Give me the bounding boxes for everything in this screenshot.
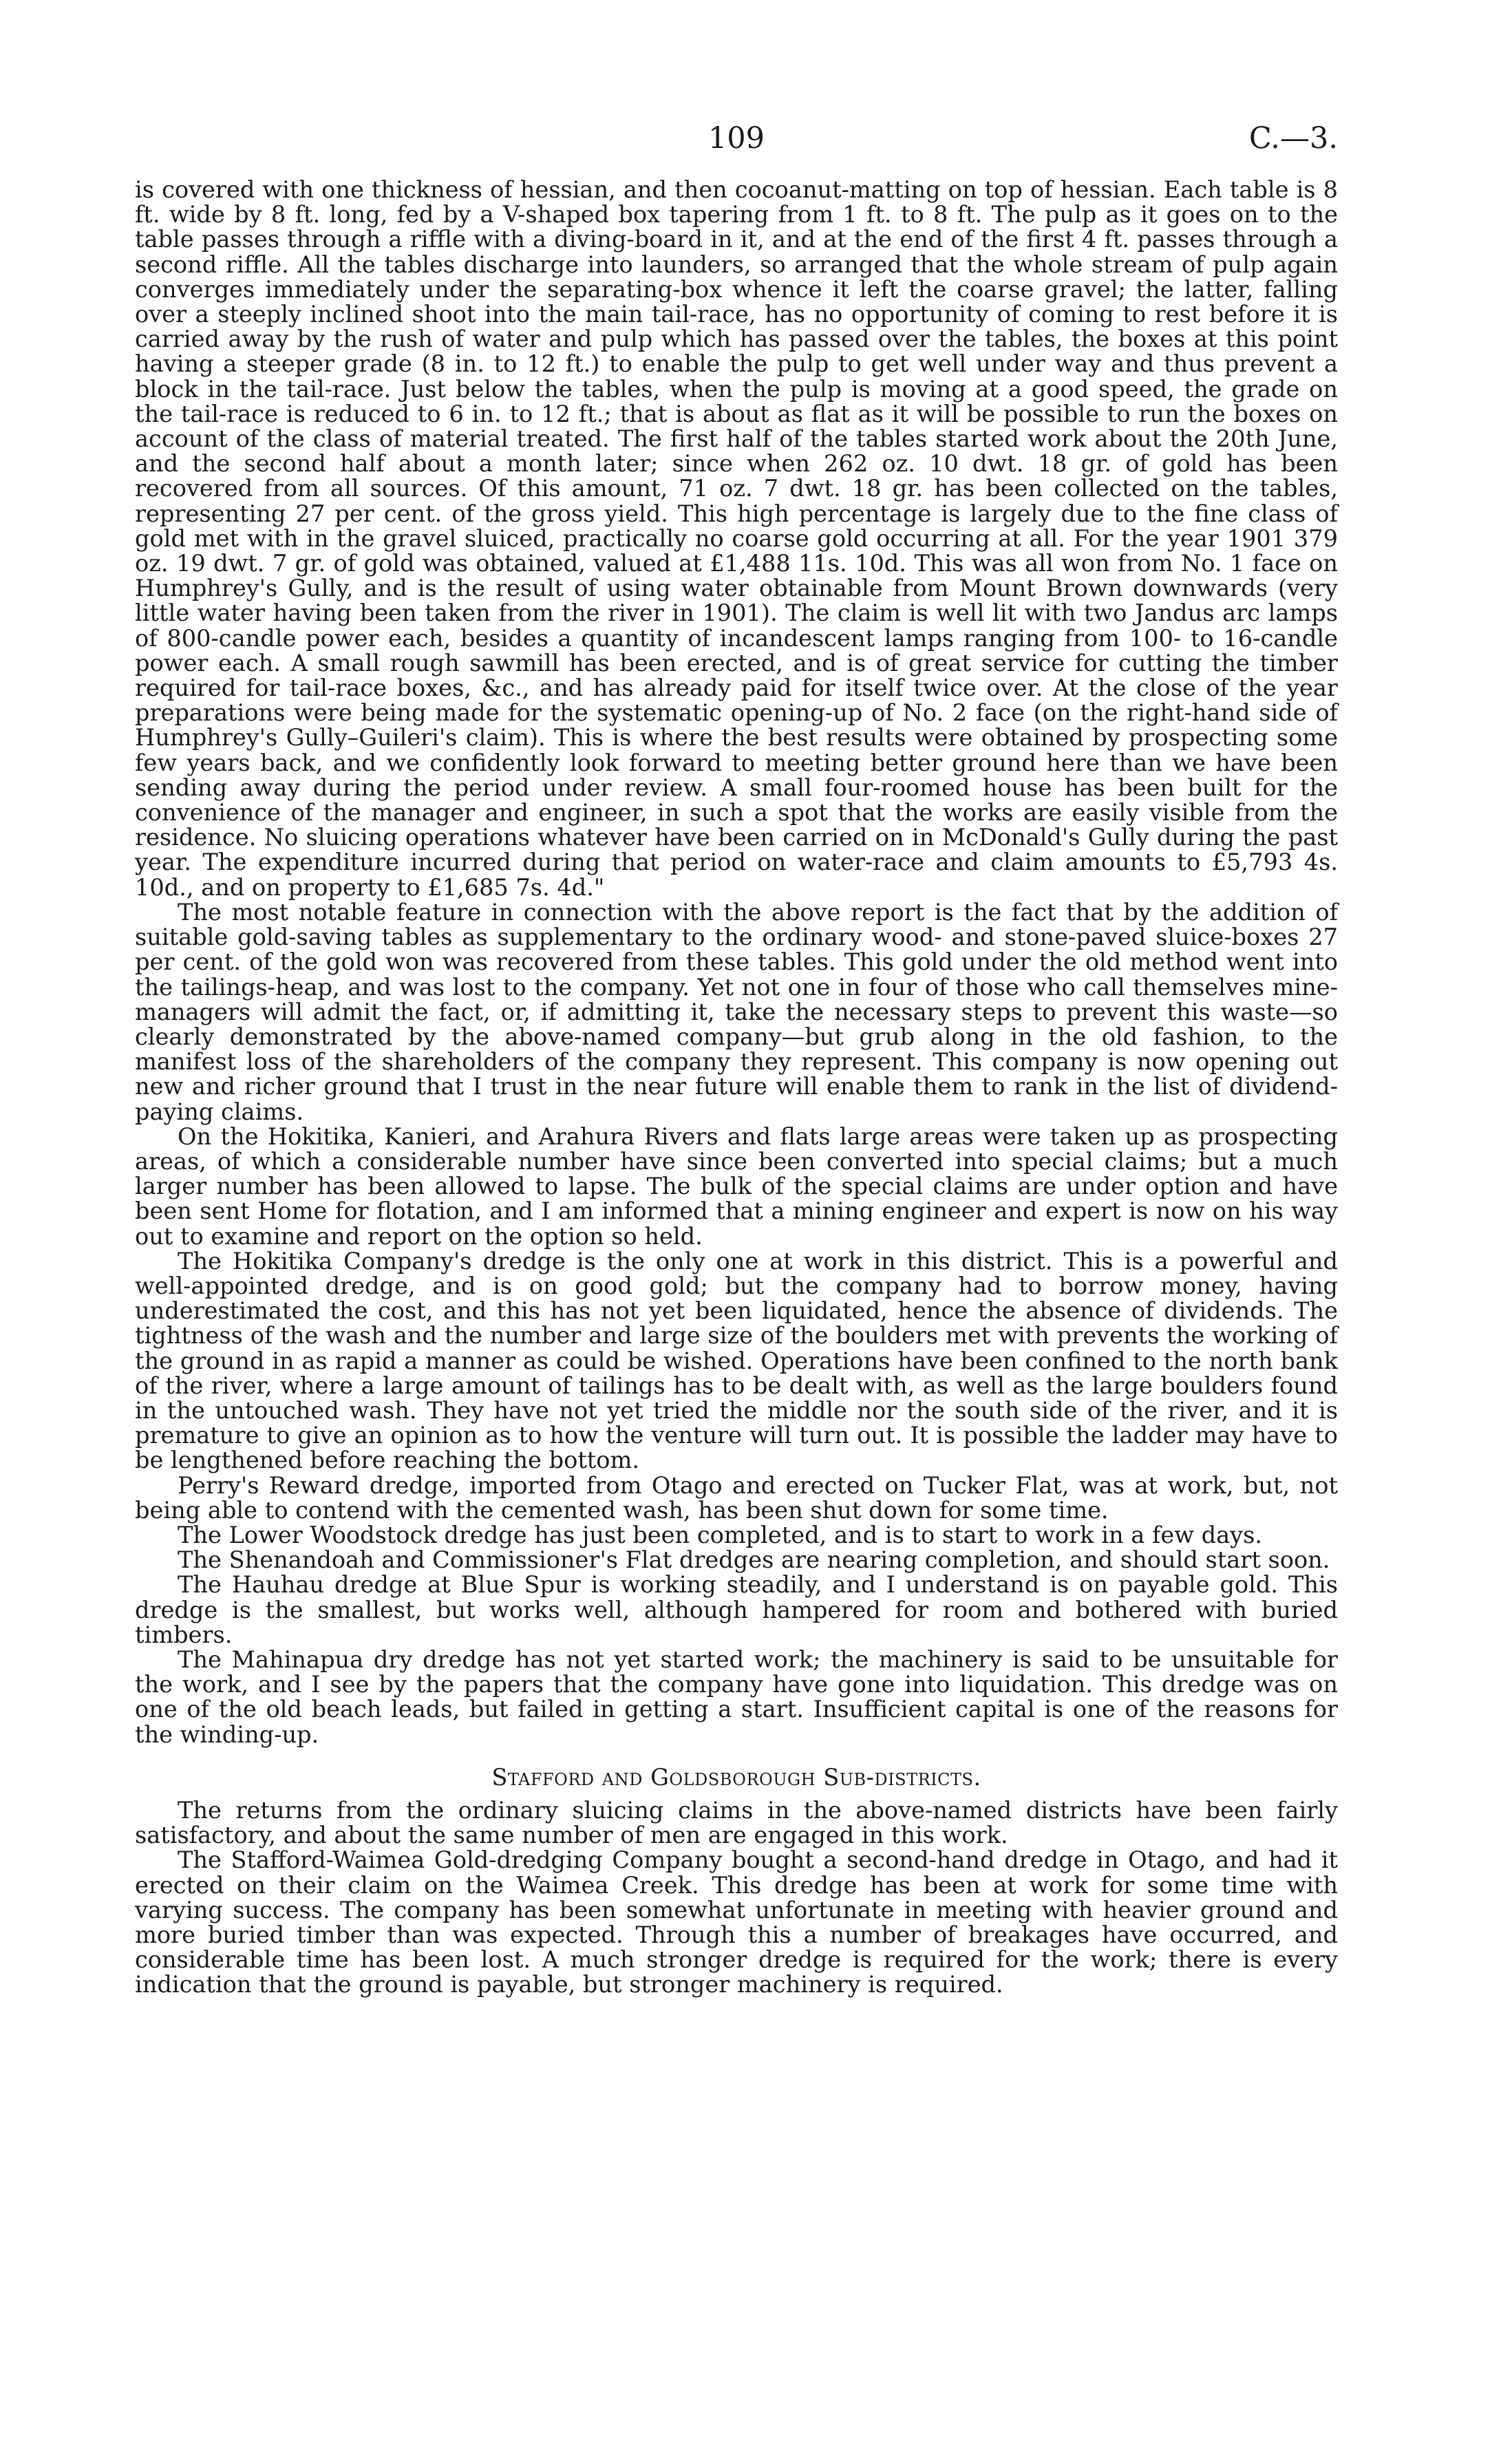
paragraph-notable-feature: The most notable feature in connection with the above report is the fact that by the addition of suitable gold-saving tables as supplementary to the ordinary wood- and stone-paved sluice-boxes 27 per cent. of the gold won was recovered from these tables. This gold under the old method went into the tailings-heap, and was lost to the company. Yet not one in four of those who call themselves mine-managers will admit the fact, or, if admitting it, take the necessary steps to prevent this waste—so clearly demonstrated by the above-named company—but grub along in the old fashion, to the manifest loss of the shareholders of the company they represent. This company is now opening out new and richer ground that I trust in the near future will enable them to rank in the list of dividend-paying claims. — [135, 898, 1338, 1125]
document-page — [135, 121, 1338, 1998]
paragraph-perrys-reward: Perry's Reward dredge, imported from Otago and erected on Tucker Flat, was at work, but, not being able to contend with the cemented wash, has been shut down for some time. — [135, 1471, 1338, 1524]
paragraph-lower-woodstock: The Lower Woodstock dredge has just been completed, and is to start to work in a few days. — [178, 1521, 1263, 1548]
body-text — [135, 178, 1338, 1998]
paragraph-sluicing-returns: The returns from the ordinary sluicing claims in the above-named districts have been fairly satisfactory, and about the same number of men are engaged in this work. — [135, 1797, 1338, 1849]
paragraph-hokitika-dredge: The Hokitika Company's dredge is the only one at work in this district. This is a powerful and well-appointed dredge, and is on good gold; but the company had to borrow money, having underestimated the cost, and this has not yet been liquidated, hence the absence of dividends. The tightness of the wash and the number and large size of the boulders met with prevents the working of the ground in as rapid a manner as could be wished. Operations have been confined to the north bank of the river, where a large amount of tailings has to be dealt with, as well as the large boulders found in the untouched wash. They have not yet tried the middle nor the south side of the river, and it is premature to give an opinion as to how the venture will turn out. It is possible the ladder may have to be lengthened before reaching the bottom. — [135, 1247, 1338, 1474]
paragraph-mahinapua: The Mahinapua dry dredge has not yet started work; the machinery is said to be unsuitable for the work, and I see by the papers that the company have gone into liquidation. This dredge was on one of the old beach leads, but failed in getting a start. Insufficient capital is one of the reasons for the winding-up. — [135, 1645, 1338, 1748]
paragraph-hokitika-rivers: On the Hokitika, Kanieri, and Arahura Rivers and flats large areas were taken up as prospecting areas, of which a considerable number have since been converted into special claims; but a much larger number has been allowed to lapse. The bulk of the special claims are under option and have been sent Home for flotation, and I am informed that a mining engineer and expert is now on his way out to examine and report on the option so held. — [135, 1122, 1338, 1250]
page-number: 109 — [707, 121, 765, 156]
paragraph-shenandoah: The Shenandoah and Commissioner's Flat dredges are nearing completion, and should start soon. — [178, 1546, 1330, 1574]
paragraph-stafford-waimea: The Stafford-Waimea Gold-dredging Company bought a second-hand dredge in Otago, and had it erected on their claim on the Waimea Creek. This dredge has been at work for some time with varying success. The company has been somewhat unfortunate in meeting with heavier ground and more buried timber than was expected. Through this a number of breakages have occurred, and considerable time has been lost. A much stronger dredge is required for the work; there is every indication that the ground is payable, but stronger machinery is required. — [135, 1846, 1338, 1998]
paragraph-continued-report: is covered with one thickness of hessian, and then cocoanut-matting on top of hessian. Each table is 8 ft. wide by 8 ft. long, fed by a V-shaped box tapering from 1 ft. to 8 ft. The pulp as it goes on to the table passes through a riffle with a diving-board in it, and at the end of the first 4 ft. passes through a second riffle. All the tables discharge into launders, so arranged that the whole stream of pulp again converges immediately under the separating-box whence it left the coarse gravel; the latter, falling over a steeply inclined shoot into the main tail-race, has no opportunity of coming to rest before it is carried away by the rush of water and pulp which has passed over the tables, the boxes at this point having a steeper grade (8 in. to 12 ft.) to enable the pulp to get well under way and thus prevent a block in the tail-race. Just below the tables, when the pulp is moving at a good speed, the grade on the tail-race is reduced to 6 in. to 12 ft.; that is about as flat as it will be possible to run the boxes on account of the class of material treated. The first half of the tables started work about the 20th June, and the second half about a month later; since when 262 oz. 10 dwt. 18 gr. of gold has been recovered from all sources. Of this amount, 71 oz. 7 dwt. 18 gr. has been collected on the tables, representing 27 per cent. of the gross yield. This high percentage is largely due to the fine class of gold met with in the gravel sluiced, practically no coarse gold occurring at all. For the year 1901 379 oz. 19 dwt. 7 gr. of gold was obtained, valued at £1,488 11s. 10d. This was all won from No. 1 face on Humphrey's Gully, and is the result of using water obtainable from Mount Brown downwards (very little water having been taken from the river in 1901). The claim is well lit with two Jandus arc lamps of 800-candle power each, besides a quantity of incandescent lamps ranging from 100- to 16-candle power each. A small rough sawmill has been erected, and is of great service for cutting the timber required for tail-race boxes, &c., and has already paid for itself twice over. At the close of the year preparations were being made for the systematic opening-up of No. 2 face (on the right-hand side of Humphrey's Gully–Guileri's claim). This is where the best results were obtained by prospecting some few years back, and we confidently look forward to meeting better ground here than we have been sending away during the period under review. A small four-roomed house has been built for the convenience of the manager and engineer, in such a spot that the works are easily visible from the residence. No sluicing operations whatever have been carried on in McDonald's Gully during the past year. The expenditure incurred during that period on water-race and claim amounts to £5,793 4s. 10d., and on property to £1,685 7s. 4d." — [135, 176, 1338, 901]
page-header — [135, 121, 1338, 162]
paragraph-hauhau: The Hauhau dredge at Blue Spur is working steadily, and I understand is on payable gold. This dredge is the smallest, but works well, although hampered for room and bothered with buried timbers. — [135, 1571, 1338, 1648]
section-heading: Stafford and Goldsborough Sub-districts. — [491, 1763, 981, 1791]
page-reference: C.—3. — [1248, 121, 1338, 156]
